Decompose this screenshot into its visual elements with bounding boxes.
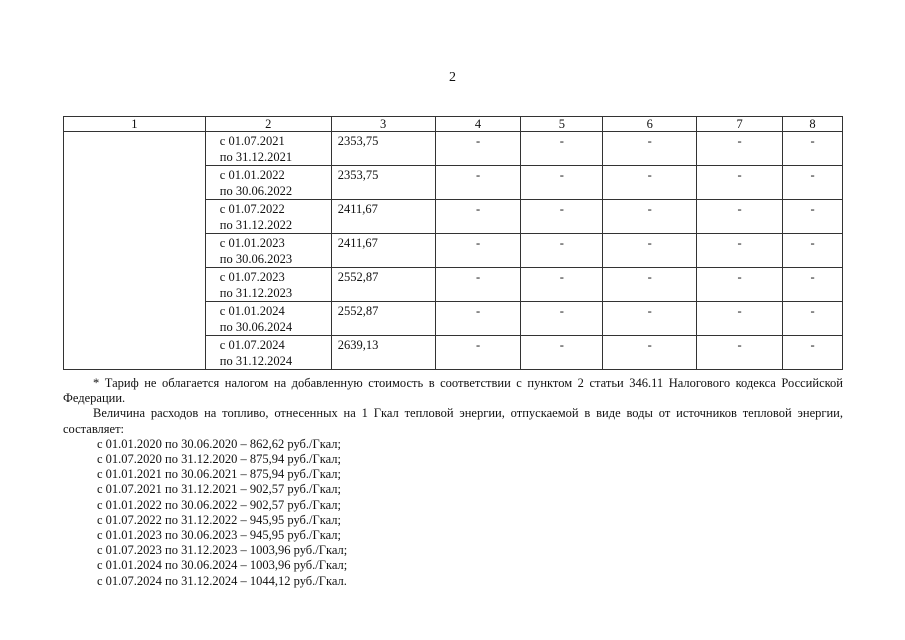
fuel-cost-intro: Величина расходов на топливо, отнесенных на 1 Гкал тепловой энергии, отпускаемой в виде воды от источников тепловой энергии, составляет: [63,406,843,436]
column-header: 5 [521,117,603,132]
empty-dash-cell: - [603,234,697,268]
fuel-cost-line: с 01.07.2021 по 31.12.2021 – 902,57 руб./Гкал; [97,482,341,497]
fuel-cost-line: с 01.07.2022 по 31.12.2022 – 945,95 руб./Гкал; [97,512,341,527]
fuel-cost-line: с 01.01.2022 по 30.06.2022 – 902,57 руб./Гкал; [97,497,341,512]
empty-dash-cell: - [435,336,521,370]
period-from: с 01.07.2023 [219,270,285,284]
empty-dash-cell: - [697,200,783,234]
tariff-value: 2552,87 [331,302,435,336]
empty-dash-cell: - [783,336,843,370]
fuel-cost-line: с 01.01.2024 по 30.06.2024 – 1003,96 руб./Гкал; [97,558,348,573]
tariff-value: 2411,67 [331,234,435,268]
period-cell [205,268,331,302]
period-cell [205,234,331,268]
empty-dash-cell: - [521,234,603,268]
column-header: 4 [435,117,521,132]
tariff-value: 2552,87 [331,268,435,302]
fuel-cost-line: с 01.01.2020 по 30.06.2020 – 862,62 руб./Гкал; [97,436,341,451]
period-from: с 01.07.2024 [219,338,285,352]
period-from: с 01.01.2023 [219,236,285,250]
period-cell [205,166,331,200]
period-to: по 30.06.2022 [219,184,293,198]
column-header: 1 [64,117,206,132]
empty-dash-cell: - [783,166,843,200]
period-cell [205,336,331,370]
column-header: 3 [331,117,435,132]
empty-dash-cell: - [783,302,843,336]
period-to: по 31.12.2023 [219,286,293,300]
empty-dash-cell: - [697,336,783,370]
empty-dash-cell: - [603,166,697,200]
empty-dash-cell: - [783,200,843,234]
empty-dash-cell: - [435,132,521,166]
vat-footnote: * Тариф не облагается налогом на добавленную стоимость в соответствии с пунктом 2 статьи 346.11 Налогового кодекса Российской Федерации. [63,376,843,406]
empty-dash-cell: - [783,234,843,268]
empty-dash-cell: - [521,302,603,336]
empty-dash-cell: - [697,132,783,166]
merged-first-column-cell [64,132,206,370]
period-cell [205,302,331,336]
empty-dash-cell: - [697,234,783,268]
empty-dash-cell: - [603,200,697,234]
tariff-value: 2353,75 [331,166,435,200]
page-number: 2 [449,70,456,85]
fuel-cost-list [63,437,843,589]
column-header: 7 [697,117,783,132]
empty-dash-cell: - [521,268,603,302]
period-from: с 01.01.2022 [219,168,285,182]
empty-dash-cell: - [603,132,697,166]
period-from: с 01.07.2021 [219,134,285,148]
empty-dash-cell: - [521,200,603,234]
empty-dash-cell: - [435,268,521,302]
period-cell [205,132,331,166]
empty-dash-cell: - [435,200,521,234]
period-from: с 01.07.2022 [219,202,285,216]
period-from: с 01.01.2024 [219,304,285,318]
empty-dash-cell: - [697,302,783,336]
fuel-cost-line: с 01.07.2024 по 31.12.2024 – 1044,12 руб./Гкал. [97,573,347,588]
empty-dash-cell: - [603,268,697,302]
period-to: по 31.12.2024 [219,354,293,368]
table-row [64,132,843,166]
empty-dash-cell: - [435,234,521,268]
fuel-cost-line: с 01.07.2020 по 31.12.2020 – 875,94 руб./Гкал; [97,452,341,467]
tariff-table [63,116,843,370]
period-to: по 31.12.2021 [219,150,293,164]
empty-dash-cell: - [783,268,843,302]
fuel-cost-line: с 01.01.2023 по 30.06.2023 – 945,95 руб./Гкал; [97,528,341,543]
notes-section [63,376,843,589]
fuel-cost-line: с 01.01.2021 по 30.06.2021 – 875,94 руб./Гкал; [97,467,341,482]
period-to: по 30.06.2023 [219,252,293,266]
empty-dash-cell: - [697,166,783,200]
tariff-value: 2411,67 [331,200,435,234]
period-to: по 31.12.2022 [219,218,293,232]
tariff-value: 2639,13 [331,336,435,370]
table-header-row [64,117,843,132]
column-header: 6 [603,117,697,132]
fuel-cost-line: с 01.07.2023 по 31.12.2023 – 1003,96 руб./Гкал; [97,543,348,558]
empty-dash-cell: - [697,268,783,302]
empty-dash-cell: - [521,132,603,166]
period-to: по 30.06.2024 [219,320,293,334]
empty-dash-cell: - [521,336,603,370]
period-cell [205,200,331,234]
column-header: 2 [205,117,331,132]
tariff-value: 2353,75 [331,132,435,166]
column-header: 8 [783,117,843,132]
empty-dash-cell: - [435,302,521,336]
empty-dash-cell: - [603,302,697,336]
empty-dash-cell: - [783,132,843,166]
empty-dash-cell: - [603,336,697,370]
empty-dash-cell: - [435,166,521,200]
empty-dash-cell: - [521,166,603,200]
